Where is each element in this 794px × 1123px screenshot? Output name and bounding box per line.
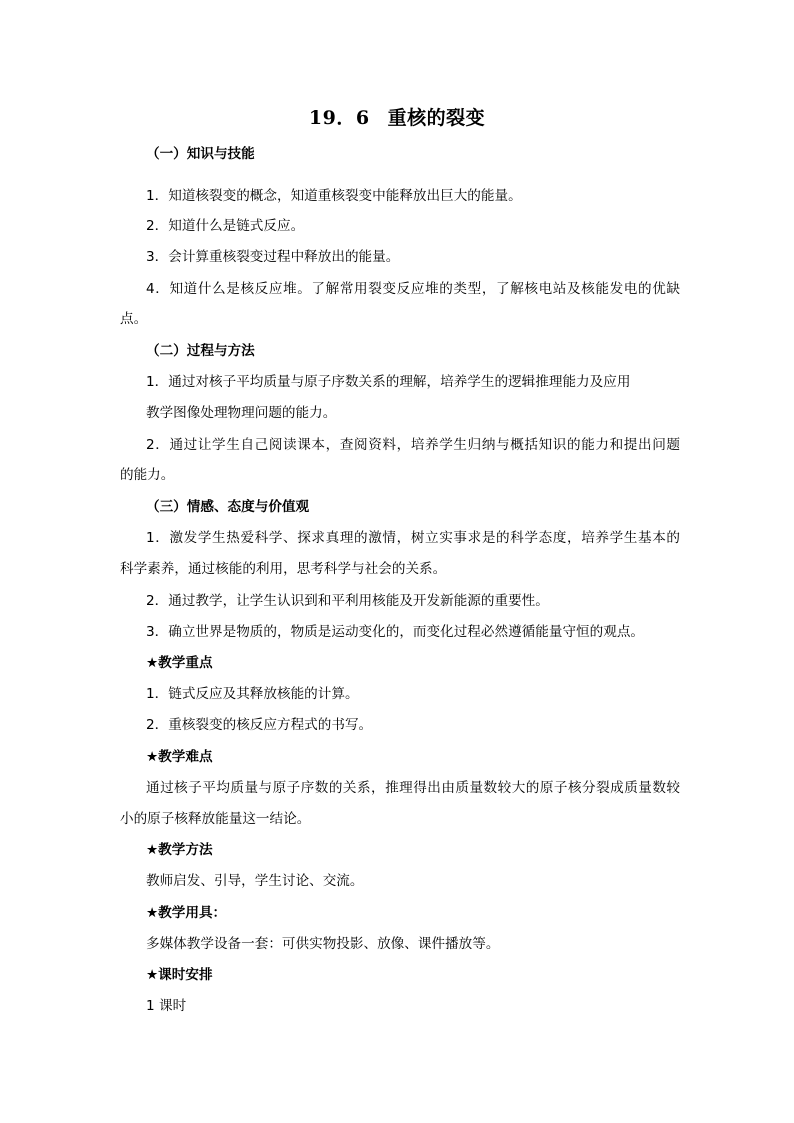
section-heading-knowledge: （一）知识与技能 [146, 146, 255, 162]
objective-item: 1．知道核裂变的概念，知道重核裂变中能释放出巨大的能量。 [146, 188, 522, 204]
methods-text: 教师启发、引导，学生讨论、交流。 [146, 873, 364, 889]
objective-item: 2．知道什么是链式反应。 [146, 218, 305, 234]
objective-item: 3．会计算重核裂变过程中释放出的能量。 [146, 249, 400, 265]
methods-heading: ★教学方法 [146, 842, 213, 858]
schedule-heading: ★课时安排 [146, 967, 213, 983]
difficulties-line2: 小的原子核释放能量这一结论。 [120, 811, 311, 827]
process-item-line1: 1．通过对核子平均质量与原子序数关系的理解，培养学生的逻辑推理能力及应用 [146, 374, 631, 390]
difficulties-heading: ★教学难点 [146, 749, 213, 765]
objective-item-line2: 点。 [120, 311, 148, 327]
values-item: 3．确立世界是物质的，物质是运动变化的，而变化过程必然遵循能量守恒的观点。 [146, 624, 645, 640]
tools-text: 多媒体教学设备一套：可供实物投影、放像、课件播放等。 [146, 936, 500, 952]
process-item-line2: 的能力。 [120, 467, 175, 483]
process-item-line1: 2．通过让学生自己阅读课本，查阅资料，培养学生归纳与概括知识的能力和提出问题 [146, 437, 680, 453]
key-points-heading: ★教学重点 [146, 655, 213, 671]
key-point-item: 2．重核裂变的核反应方程式的书写。 [146, 717, 373, 733]
tools-heading: ★教学用具： [146, 905, 227, 921]
process-item-line2: 教学图像处理物理问题的能力。 [146, 405, 337, 421]
section-heading-values: （三）情感、态度与价值观 [146, 499, 310, 515]
key-point-item: 1．链式反应及其释放核能的计算。 [146, 686, 359, 702]
objective-item-line1: 4．知道什么是核反应堆。了解常用裂变反应堆的类型，了解核电站及核能发电的优缺 [146, 281, 680, 297]
page-title [0, 104, 794, 132]
schedule-text: 1 课时 [146, 998, 187, 1014]
section-heading-process: （二）过程与方法 [146, 343, 255, 359]
section-number: 19．6 [308, 107, 370, 129]
title-text: 重核的裂变 [387, 107, 486, 129]
values-item-line1: 1．激发学生热爱科学、探求真理的激情，树立实事求是的科学态度，培养学生基本的 [146, 530, 680, 546]
values-item: 2．通过教学，让学生认识到和平利用核能及开发新能源的重要性。 [146, 593, 549, 609]
values-item-line2: 科学素养，通过核能的利用，思考科学与社会的关系。 [120, 561, 447, 577]
difficulties-line1: 通过核子平均质量与原子序数的关系，推理得出由质量数较大的原子核分裂成质量数较 [146, 780, 680, 796]
